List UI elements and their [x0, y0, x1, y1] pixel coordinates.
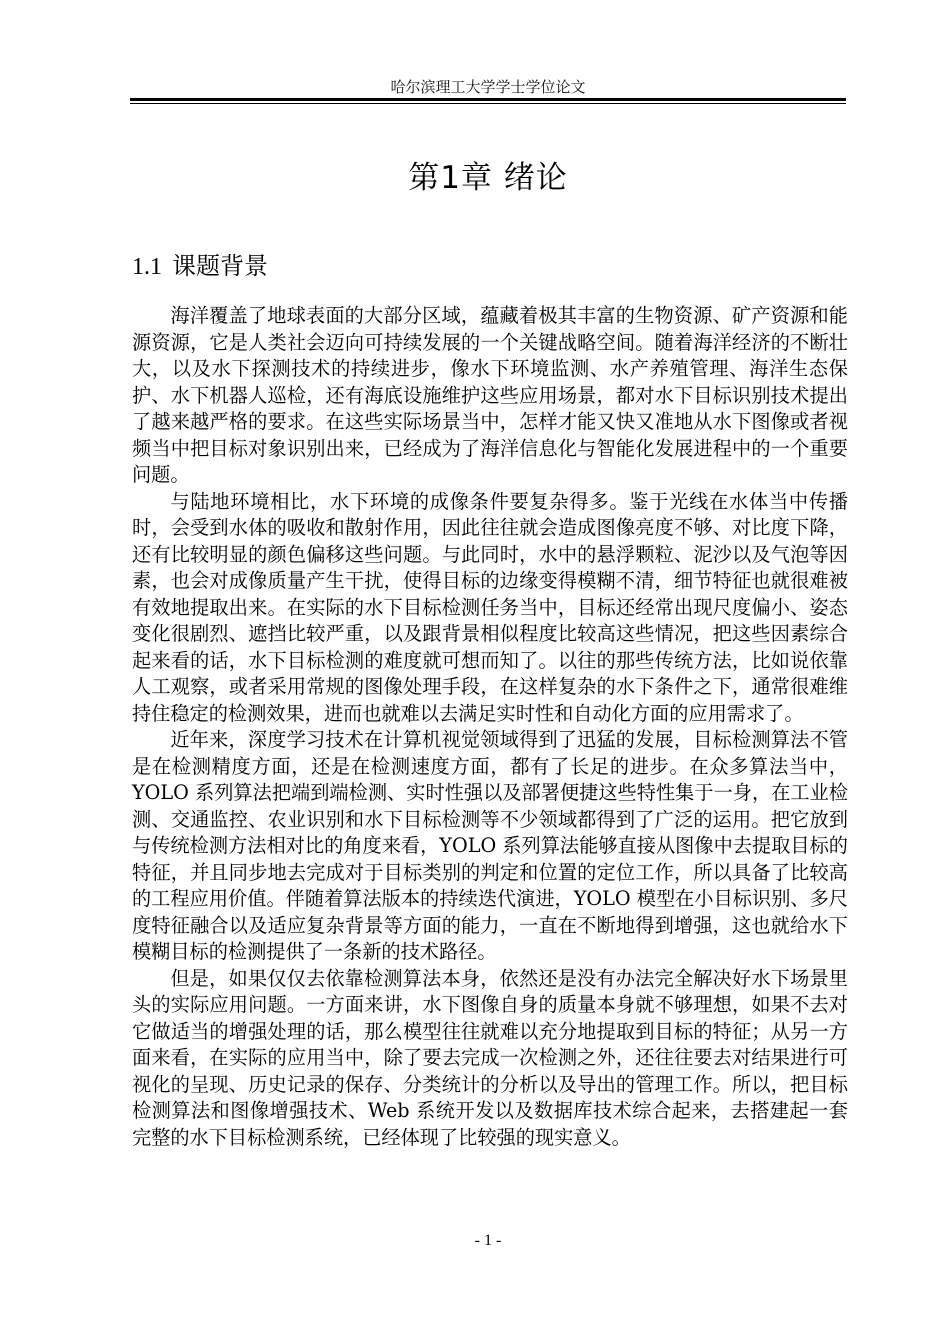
header-rule-thin — [130, 103, 846, 104]
paragraph: 海洋覆盖了地球表面的大部分区域，蕴藏着极其丰富的生物资源、矿产资源和能源资源，它是人类社会迈向可持续发展的一个关键战略空间。随着海洋经济的不断壮大，以及水下探测技术的持续进步，像水下环境监测、水产养殖管理、海洋生态保护、水下机器人巡检，还有海底设施维护这些应用场景，都对水下目标识别技术提出了越来越严格的要求。在这些实际场景当中，怎样才能又快又准地从水下图像或者视频当中把目标对象识别出来，已经成为了海洋信息化与智能化发展进程中的一个重要问题。 — [132, 304, 848, 486]
body-text — [132, 303, 848, 1151]
chapter-title: 第1章 绪论 — [408, 160, 568, 196]
paragraph: 近年来，深度学习技术在计算机视觉领域得到了迅猛的发展，目标检测算法不管是在检测精度方面，还是在检测速度方面，都有了长足的进步。在众多算法当中，YOLO 系列算法把端到端检测、实时性强以及部署便捷这些特性集于一身，在工业检测、交通监控、农业识别和水下目标检测等不少领域都得到了广泛的运用。把它放到与传统检测方法相对比的角度来看，YOLO 系列算法能够直接从图像中去提取目标的特征，并且同步地去完成对于目标类别的判定和位置的定位工作，所以具备了比较高的工程应用价值。伴随着算法版本的持续迭代演进，YOLO 模型在小目标识别、多尺度特征融合以及适应复杂背景等方面的能力，一直在不断地得到增强，这也就给水下模糊目标的检测提供了一条新的技术路径。 — [132, 728, 848, 963]
section-title: 课题背景 — [172, 252, 268, 280]
paragraph: 但是，如果仅仅去依靠检测算法本身，依然还是没有办法完全解决好水下场景里头的实际应用问题。一方面来讲，水下图像自身的质量本身就不够理想，如果不去对它做适当的增强处理的话，那么模型往往就难以充分地提取到目标的特征；从另一方面来看，在实际的应用当中，除了要去完成一次检测之外，还往往要去对结果进行可视化的呈现、历史记录的保存、分类统计的分析以及导出的管理工作。所以，把目标检测算法和图像增强技术、Web 系统开发以及数据库技术综合起来，去搭建起一套完整的水下目标检测系统，已经体现了比较强的现实意义。 — [132, 966, 848, 1149]
header-rule-thick — [130, 98, 846, 101]
section-heading — [132, 246, 268, 281]
running-header: 哈尔滨理工大学学士学位论文 — [390, 78, 586, 96]
page-number: - 1 - — [474, 1232, 502, 1249]
paragraph: 与陆地环境相比，水下环境的成像条件要复杂得多。鉴于光线在水体当中传播时，会受到水体的吸收和散射作用，因此往往就会造成图像亮度不够、对比度下降，还有比较明显的颜色偏移这些问题。与此同时，水中的悬浮颗粒、泥沙以及气泡等因素，也会对成像质量产生干扰，使得目标的边缘变得模糊不清，细节特征也就很难被有效地提取出来。在实际的水下目标检测任务当中，目标还经常出现尺度偏小、姿态变化很剧烈、遮挡比较严重，以及跟背景相似程度比较高这些情况，把这些因素综合起来看的话，水下目标检测的难度就可想而知了。以往的那些传统方法，比如说依靠人工观察，或者采用常规的图像处理手段，在这样复杂的水下条件之下，通常很难维持住稳定的检测效果，进而也就难以去满足实时性和自动化方面的应用需求了。 — [132, 489, 848, 725]
section-number: 1.1 — [132, 254, 162, 280]
